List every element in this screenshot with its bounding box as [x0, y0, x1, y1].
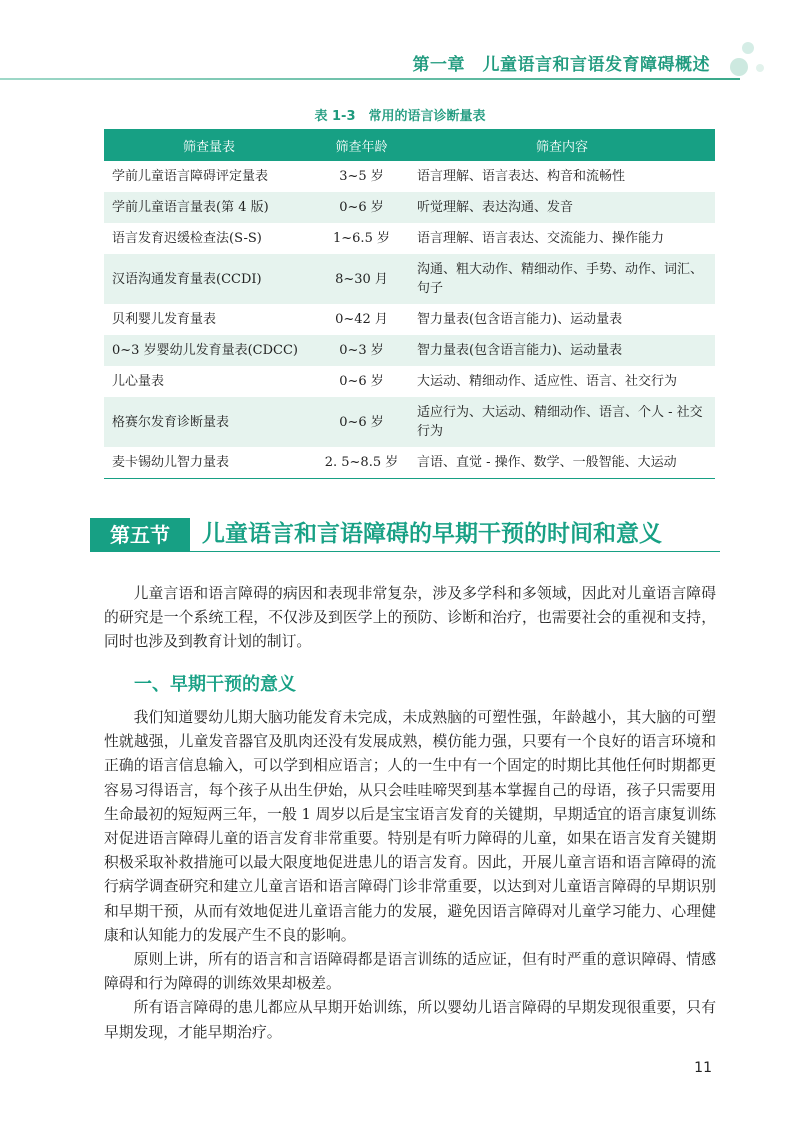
- content-cell: 听觉理解、表达沟通、发音: [409, 192, 715, 223]
- table-row: [104, 447, 715, 479]
- content-cell: 语言理解、语言表达、交流能力、操作能力: [417, 231, 665, 246]
- subsection-heading: 一、早期干预的意义: [134, 674, 296, 695]
- age-cell: 0~6 岁: [314, 192, 409, 223]
- scale-name-cell: 汉语沟通发育量表(CCDI): [104, 254, 314, 304]
- body-paragraph: 我们知道婴幼儿期大脑功能发育未完成，未成熟脑的可塑性强，年龄越小，其大脑的可塑性就越强，儿童发音器官及肌肉还没有发展成熟，模仿能力强，只要有一个良好的语言环境和正确的语言信息输入，可以学到相应语言；人的一生中有一个固定的时期比其他任何时期都更容易习得语言，每个孩子从出生伊始，从只会哇哇啼哭到基本掌握自己的母语，孩子只需要用生命最初的短短两三年，一般 1 周岁以后是宝宝语言发育的关键期，早期适宜的语言康复训练对促进语言障碍儿童的语言发育非常重要。特别是有听力障碍的儿童，如果在语言发育关键期积极采取补救措施可以最大限度地促进患儿的语言发育。因此，开展儿童言语和语言障碍的流行病学调查研究和建立儿童言语和语言障碍门诊非常重要，以达到对儿童语言障碍的早期识别和早期干预，从而有效地促进儿童语言能力的发展，避免因语言障碍对儿童学习能力、心理健康和认知能力的发展产生不良的影响。: [104, 709, 716, 944]
- section-title: 儿童语言和言语障碍的早期干预的时间和意义: [202, 521, 662, 547]
- scale-name-cell: 0~3 岁婴幼儿发育量表(CDCC): [104, 335, 314, 366]
- content-cell: 智力量表(包含语言能力)、运动量表: [417, 312, 623, 327]
- content-cell: 大运动、精细动作、适应性、语言、社交行为: [417, 374, 678, 389]
- content-cell: 语言理解、语言表达、构音和流畅性: [417, 169, 626, 184]
- scale-name-cell: 贝利婴儿发育量表: [112, 312, 217, 327]
- table-caption: 表 1-3 常用的语言诊断量表: [314, 109, 486, 124]
- decorative-dot: [730, 58, 748, 76]
- intro-paragraph: 儿童言语和语言障碍的病因和表现非常复杂，涉及多学科和多领域，因此对儿童语言障碍的研究是一个系统工程，不仅涉及到医学上的预防、诊断和治疗，也需要社会的重视和支持，同时也涉及到教育计划的制订。: [104, 585, 716, 651]
- age-cell: 1~6.5 岁: [333, 231, 390, 246]
- table-row: [104, 304, 715, 335]
- age-cell: 0~42 月: [335, 312, 388, 327]
- scale-name-cell: 麦卡锡幼儿智力量表: [104, 447, 314, 479]
- table-row: [104, 335, 715, 366]
- table-row: [104, 397, 715, 447]
- decorative-dot: [742, 42, 754, 54]
- body-paragraph: 所有语言障碍的患儿都应从早期开始训练，所以婴幼儿语言障碍的早期发现很重要，只有早期发现，才能早期治疗。: [104, 999, 716, 1041]
- column-header: 筛查量表: [104, 129, 314, 161]
- table-header-row: [104, 129, 715, 161]
- scale-name-cell: 儿心量表: [112, 374, 165, 389]
- body-paragraph: 原则上讲，所有的语言和言语障碍都是语言训练的适应证，但有时严重的意识障碍、情感障碍和行为障碍的训练效果却极差。: [104, 951, 716, 993]
- table-row: [104, 366, 715, 397]
- age-cell: 2. 5~8.5 岁: [314, 447, 409, 479]
- section-intro: [104, 582, 716, 655]
- scale-name-cell: 语言发育迟缓检查法(S-S): [112, 231, 262, 246]
- content-cell: 智力量表(包含语言能力)、运动量表: [409, 335, 715, 366]
- column-header: 筛查内容: [409, 129, 715, 161]
- subsection-body: [104, 706, 716, 1045]
- content-cell: 言语、直觉 - 操作、数学、一般智能、大运动: [409, 447, 715, 479]
- scale-name-cell: 格赛尔发育诊断量表: [104, 397, 314, 447]
- section-rule: [90, 551, 720, 552]
- age-cell: 3~5 岁: [339, 169, 384, 184]
- scale-name-cell: 学前儿童语言障碍评定量表: [112, 169, 269, 184]
- age-cell: 0~6 岁: [339, 374, 384, 389]
- age-cell: 0~6 岁: [314, 397, 409, 447]
- table-row: [104, 223, 715, 254]
- content-cell: 适应行为、大运动、精细动作、语言、个人 - 社交行为: [409, 397, 715, 447]
- scale-name-cell: 学前儿童语言量表(第 4 版): [104, 192, 314, 223]
- column-header: 筛查年龄: [314, 129, 409, 161]
- age-cell: 0~3 岁: [314, 335, 409, 366]
- table-row: [104, 254, 715, 304]
- chapter-header-title: 第一章 儿童语言和言语发育障碍概述: [412, 55, 710, 75]
- decorative-dot: [756, 64, 764, 72]
- age-cell: 8~30 月: [314, 254, 409, 304]
- header-rule: [0, 78, 740, 80]
- section-label-badge: 第五节: [90, 518, 190, 552]
- table-row: [104, 161, 715, 192]
- diagnostic-scales-table: [104, 129, 715, 479]
- content-cell: 沟通、粗大动作、精细动作、手势、动作、词汇、句子: [409, 254, 715, 304]
- table-row: [104, 192, 715, 223]
- page-number: 11: [694, 1060, 712, 1076]
